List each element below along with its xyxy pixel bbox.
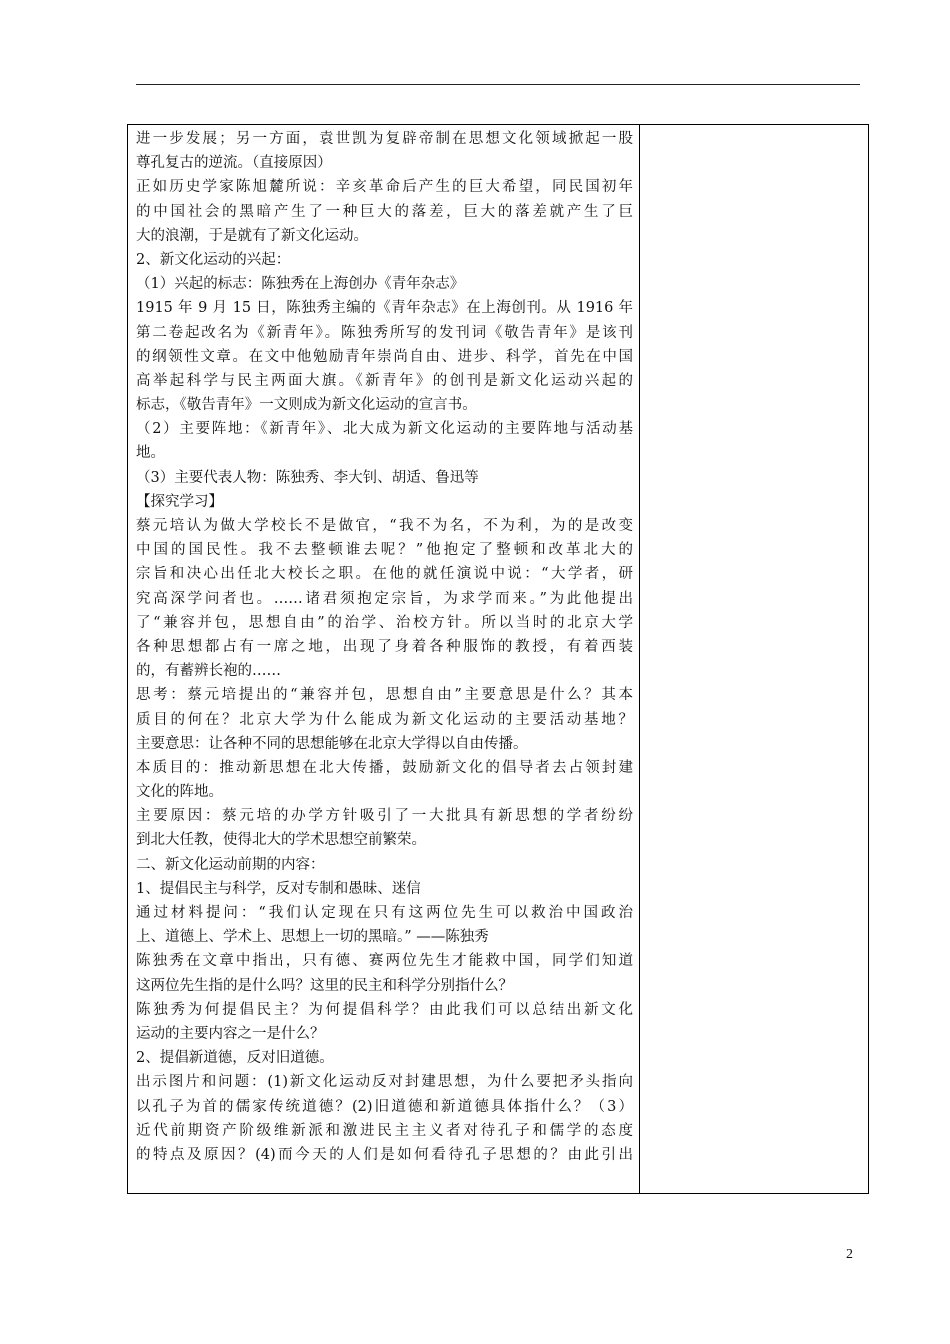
- text-line: 的，有蓄辨长袍的……: [136, 663, 281, 680]
- text-line: 大的浪潮，于是就有了新文化运动。: [136, 227, 368, 244]
- text-line: 各种思想都占有一席之地，出现了身着各种服饰的教授，有着西装: [136, 638, 633, 655]
- text-line: 思考：蔡元培提出的“兼容并包，思想自由”主要意思是什么？其本: [136, 687, 633, 704]
- text-line: 通过材料提问：“我们认定现在只有这两位先生可以救治中国政治: [136, 905, 633, 921]
- text-line: 近代前期资产阶级维新派和激进民主主义者对待孔子和儒学的态度: [136, 1122, 633, 1139]
- text-line: 正如历史学家陈旭麓所说：辛亥革命后产生的巨大希望，同民国初年: [136, 179, 633, 196]
- lesson-table: [127, 124, 869, 1194]
- text-line: 到北大任教，使得北大的学术思想空前繁荣。: [136, 832, 426, 849]
- text-line: 2、提倡新道德，反对旧道德。: [136, 1050, 334, 1067]
- section-heading: 【探究学习】: [136, 493, 223, 510]
- text-line: 的特点及原因？(4)而今天的人们是如何看待孔子思想的？由此引出: [136, 1146, 633, 1163]
- text-line: （2）主要阵地：《新青年》、北大成为新文化运动的主要阵地与活动基: [136, 421, 633, 438]
- text-line: 1、提倡民主与科学，反对专制和愚昧、迷信: [136, 880, 421, 897]
- text-line: 这两位先生指的是什么吗？这里的民主和科学分别指什么？: [136, 977, 513, 994]
- text-line: 究高深学问者也。……诸君须抱定宗旨，为求学而来。”为此他提出: [136, 590, 633, 607]
- text-line: 陈独秀在文章中指出，只有德、赛两位先生才能救中国，同学们知道: [136, 953, 633, 970]
- header-rule: [136, 84, 860, 85]
- text-line: 宗旨和决心出任北大校长之职。在他的就任演说中说：“大学者，研: [136, 566, 633, 583]
- text-line: 进一步发展；另一方面，袁世凯为复辟帝制在思想文化领域掀起一股: [136, 131, 633, 147]
- text-line: 文化的阵地。: [136, 784, 223, 801]
- text-line: 主要原因：蔡元培的办学方针吸引了一大批具有新思想的学者纷纷: [136, 808, 633, 825]
- text-line: 第二卷起改名为《新青年》。陈独秀所写的发刊词《敬告青年》是该刊: [136, 324, 633, 341]
- text-line: 的中国社会的黑暗产生了一种巨大的落差，巨大的落差就产生了巨: [136, 203, 633, 220]
- text-line: 本质目的：推动新思想在北大传播，鼓励新文化的倡导者去占领封建: [136, 759, 633, 776]
- text-line: 上、道德上、学术上、思想上一切的黑暗。” ——陈独秀: [136, 929, 489, 946]
- text-line: 标志，《敬告青年》一文则成为新文化运动的宣言书。: [136, 397, 477, 414]
- text-line: 中国的国民性。我不去整顿谁去呢？”他抱定了整顿和改革北大的: [136, 542, 633, 559]
- text-line: 地。: [136, 445, 165, 462]
- notes-cell: [640, 125, 868, 1193]
- text-line: 质目的何在？北京大学为什么能成为新文化运动的主要活动基地？: [136, 711, 633, 728]
- text-line: 运动的主要内容之一是什么？: [136, 1025, 325, 1042]
- section-heading: 二、新文化运动前期的内容：: [136, 856, 325, 873]
- page-number: 2: [846, 1247, 853, 1262]
- content-cell: [128, 125, 640, 1193]
- section-heading: 2、新文化运动的兴起：: [136, 251, 291, 268]
- text-line: 的纲领性文章。在文中他勉励青年崇尚自由、进步、科学，首先在中国: [136, 348, 633, 365]
- text-line: 陈独秀为何提倡民主？为何提倡科学？由此我们可以总结出新文化: [136, 1001, 633, 1018]
- text-line: 尊孔复古的逆流。（直接原因）: [136, 155, 332, 172]
- text-line: 1915 年 9 月 15 日，陈独秀主编的《青年杂志》在上海创刊。从 1916 年: [136, 300, 633, 317]
- text-line: 了“兼容并包，思想自由”的治学、治校方针。所以当时的北京大学: [136, 614, 633, 631]
- text-line: 以孔子为首的儒家传统道德？(2)旧道德和新道德具体指什么？（3）: [136, 1098, 633, 1115]
- text-line: 高举起科学与民主两面大旗。《新青年》的创刊是新文化运动兴起的: [136, 372, 633, 389]
- text-line: （3）主要代表人物：陈独秀、李大钊、胡适、鲁迅等: [136, 469, 479, 486]
- text-line: （1）兴起的标志：陈独秀在上海创办《青年杂志》: [136, 276, 465, 293]
- text-line: 出示图片和问题：(1)新文化运动反对封建思想，为什么要把矛头指向: [136, 1074, 633, 1091]
- text-line: 蔡元培认为做大学校长不是做官，“我不为名，不为利，为的是改变: [136, 518, 633, 534]
- text-line: 主要意思：让各种不同的思想能够在北京大学得以自由传播。: [136, 735, 528, 752]
